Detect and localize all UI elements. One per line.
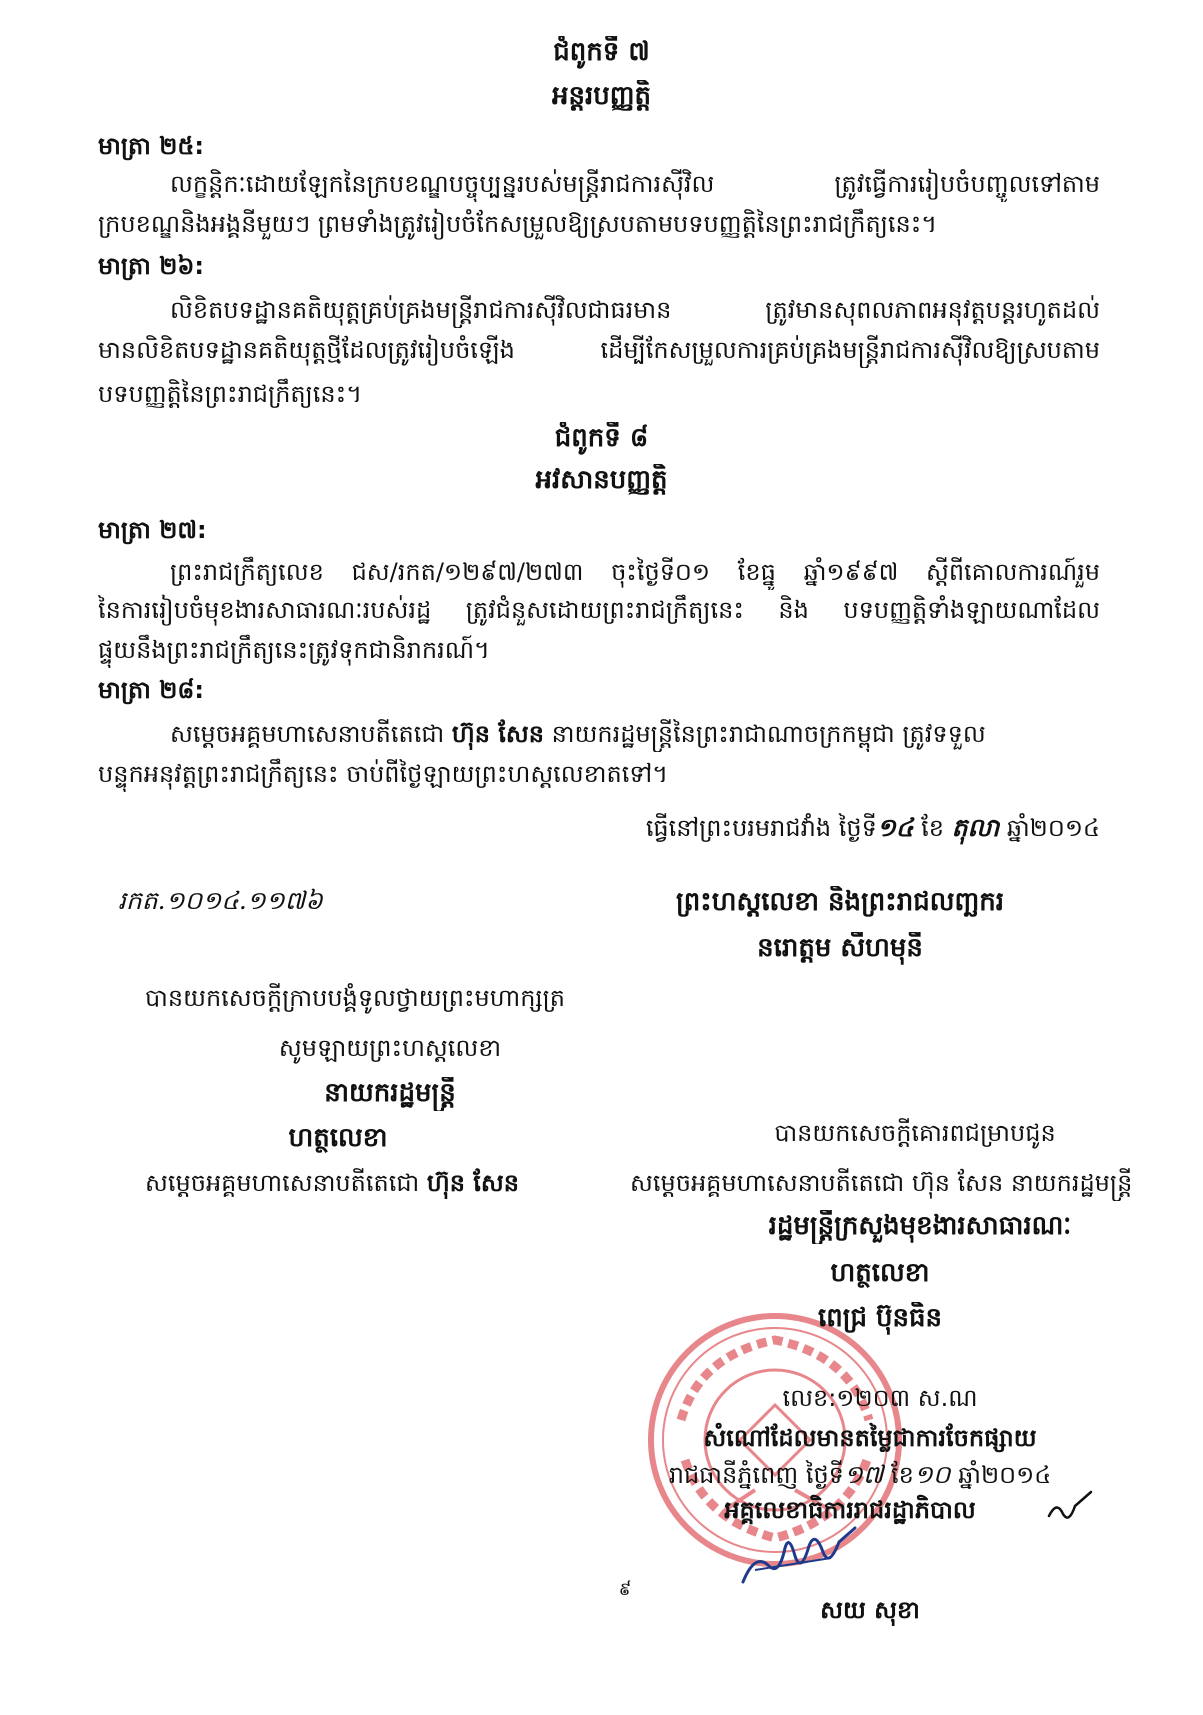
pm-block-signature-label: ហត្ថលេខា (288, 1123, 388, 1153)
chapter-7-title: អន្តរបញ្ញត្តិ (551, 81, 652, 111)
pm-block-title: នាយករដ្ឋមន្ត្រី (324, 1078, 456, 1108)
minister-block-line-2: សម្តេចអគ្គមហាសេនាបតីតេជោ ហ៊ុន សែន នាយករដ្ឋមន្ត្រី (630, 1169, 1133, 1197)
article-26-line-2: មានលិខិតបទដ្ឋានគតិយុត្តថ្មីដែលត្រូវរៀបចំឡើង ដើម្បីកែសម្រួលការគ្រប់គ្រងមន្ត្រីរាជការស៊ីវិលឱ្យស្របតាម (98, 336, 1100, 364)
article-28-pm-name: ហ៊ុន សែន (451, 720, 545, 748)
article-27-line-3: ផ្ទុយនឹងព្រះរាជក្រឹត្យនេះត្រូវទុកជានិរាករណ៍។ (98, 636, 490, 664)
certification-date-month-label: ខែ (891, 1461, 914, 1489)
decree-date-month: តុលា (951, 813, 1000, 842)
article-26-line-1: លិខិតបទដ្ឋានគតិយុត្តគ្រប់គ្រងមន្ត្រីរាជការស៊ីវិលជាធរមាន ត្រូវមានសុពលភាពអនុវត្តបន្តរហូតដល់ (170, 296, 1100, 324)
pm-block-name: ហ៊ុន សែន (426, 1169, 520, 1197)
article-28-line-1-after: នាយករដ្ឋមន្ត្រីនៃព្រះរាជាណាចក្រកម្ពុជា ត្រូវទទួល (551, 720, 986, 748)
decree-date-month-label: ខែ (921, 814, 944, 842)
article-25-line-2: ក្របខណ្ឌនិងអង្គនីមួយៗ ព្រមទាំងត្រូវរៀបចំកែសម្រួលឱ្យស្របតាមបទបញ្ញត្តិនៃព្រះរាជក្រឹត្យនេះ។ (98, 210, 938, 238)
decree-date-line (540, 812, 1100, 846)
decree-code-handwritten: រកត.១០១៤.១១៧៦ (118, 886, 323, 915)
certification-date-place: រាជធានីភ្នំពេញ ថ្ងៃទី (668, 1461, 844, 1489)
minister-block-line-1: បានយកសេចក្តីគោរពជម្រាបជូន (774, 1119, 1056, 1147)
decree-date-day: ១៤ (876, 813, 914, 842)
chapter-8-title: អវសានបញ្ញត្តិ (535, 465, 668, 495)
certification-number: លេខ:១២០៣ ស.ណ (782, 1384, 978, 1412)
secretary-general-signature (735, 1522, 865, 1594)
article-26-label: មាត្រា ២៦: (98, 252, 204, 280)
article-28-label: មាត្រា ២៨: (98, 676, 204, 704)
page-number: ៩ (618, 1579, 632, 1600)
pm-block-name-prefix: សម្តេចអគ្គមហាសេនាបតីតេជោ (145, 1169, 420, 1197)
initial-flourish-icon (1045, 1486, 1095, 1526)
certification-date-month: ១០ (913, 1460, 951, 1489)
certification-date-day: ១៧ (843, 1460, 884, 1489)
article-28-line-2: បន្ទុកអនុវត្តព្រះរាជក្រឹត្យនេះ ចាប់ពីថ្ងៃឡាយព្រះហស្តលេខាតទៅ។ (98, 760, 669, 788)
decree-date-place: ធ្វើនៅព្រះបរមរាជវាំង ថ្ងៃទី (645, 814, 877, 842)
article-28-line-1 (170, 718, 1100, 752)
chapter-8-number: ជំពូកទី ៨ (554, 423, 649, 453)
article-27-line-2: នៃការរៀបចំមុខងារសាធារណៈរបស់រដ្ឋ ត្រូវជំនួសដោយព្រះរាជក្រឹត្យនេះ និង បទបញ្ញត្តិទាំងឡាយណាដែល (98, 596, 1100, 624)
chapter-7-number: ជំពូកទី ៧ (553, 37, 650, 67)
article-26-line-3: បទបញ្ញត្តិនៃព្រះរាជក្រឹត្យនេះ។ (98, 380, 363, 408)
royal-signature-caption: ព្រះហស្តលេខា និងព្រះរាជលញ្ឆករ (676, 887, 1004, 917)
certification-name: សយ សុខា (820, 1596, 920, 1624)
certification-date-year: ឆ្នាំ២០១៤ (958, 1461, 1052, 1489)
royal-name: នរោត្តម សីហមុនី (757, 933, 923, 963)
article-25-line-1: លក្ខន្តិកៈដោយឡែកនៃក្របខណ្ឌបច្ចុប្បន្នរបស់មន្ត្រីរាជការស៊ីវិល ត្រូវធ្វើការរៀបចំបញ្ចូលទៅតាម (170, 170, 1100, 198)
pm-block-line-2: សូមឡាយព្រះហស្តលេខា (278, 1034, 502, 1062)
minister-block-signature-label: ហត្ថលេខា (830, 1258, 930, 1288)
pm-block-name-line (145, 1167, 595, 1201)
minister-block-name: ពេជ្រ ប៊ុនធិន (817, 1303, 943, 1333)
article-28-line-1-before: សម្តេចអគ្គមហាសេនាបតីតេជោ (170, 720, 445, 748)
certification-title: សំណៅដែលមានតម្លៃជាការចែកផ្សាយ (703, 1424, 1037, 1452)
minister-block-title: រដ្ឋមន្ត្រីក្រសួងមុខងារសាធារណៈ (768, 1211, 1072, 1241)
article-27-label: មាត្រា ២៧: (98, 516, 207, 544)
article-27-line-1: ព្រះរាជក្រឹត្យលេខ ជស/រកត/១២៩៧/២៧៣ ចុះថ្ងៃទី០១ ខែធ្នូ ឆ្នាំ១៩៩៧ ស្តីពីគោលការណ៍រួម (170, 558, 1100, 586)
pm-block-line-1: បានយកសេចក្តីក្រាបបង្គំទូលថ្វាយព្រះមហាក្សត្រ (145, 984, 565, 1012)
certification-date-line (615, 1459, 1105, 1493)
certification-office: អគ្គលេខាធិការរាជរដ្ឋាភិបាល (724, 1496, 976, 1524)
article-25-label: មាត្រា ២៥: (98, 132, 204, 160)
decree-date-year: ឆ្នាំ២០១៤ (1006, 814, 1100, 842)
